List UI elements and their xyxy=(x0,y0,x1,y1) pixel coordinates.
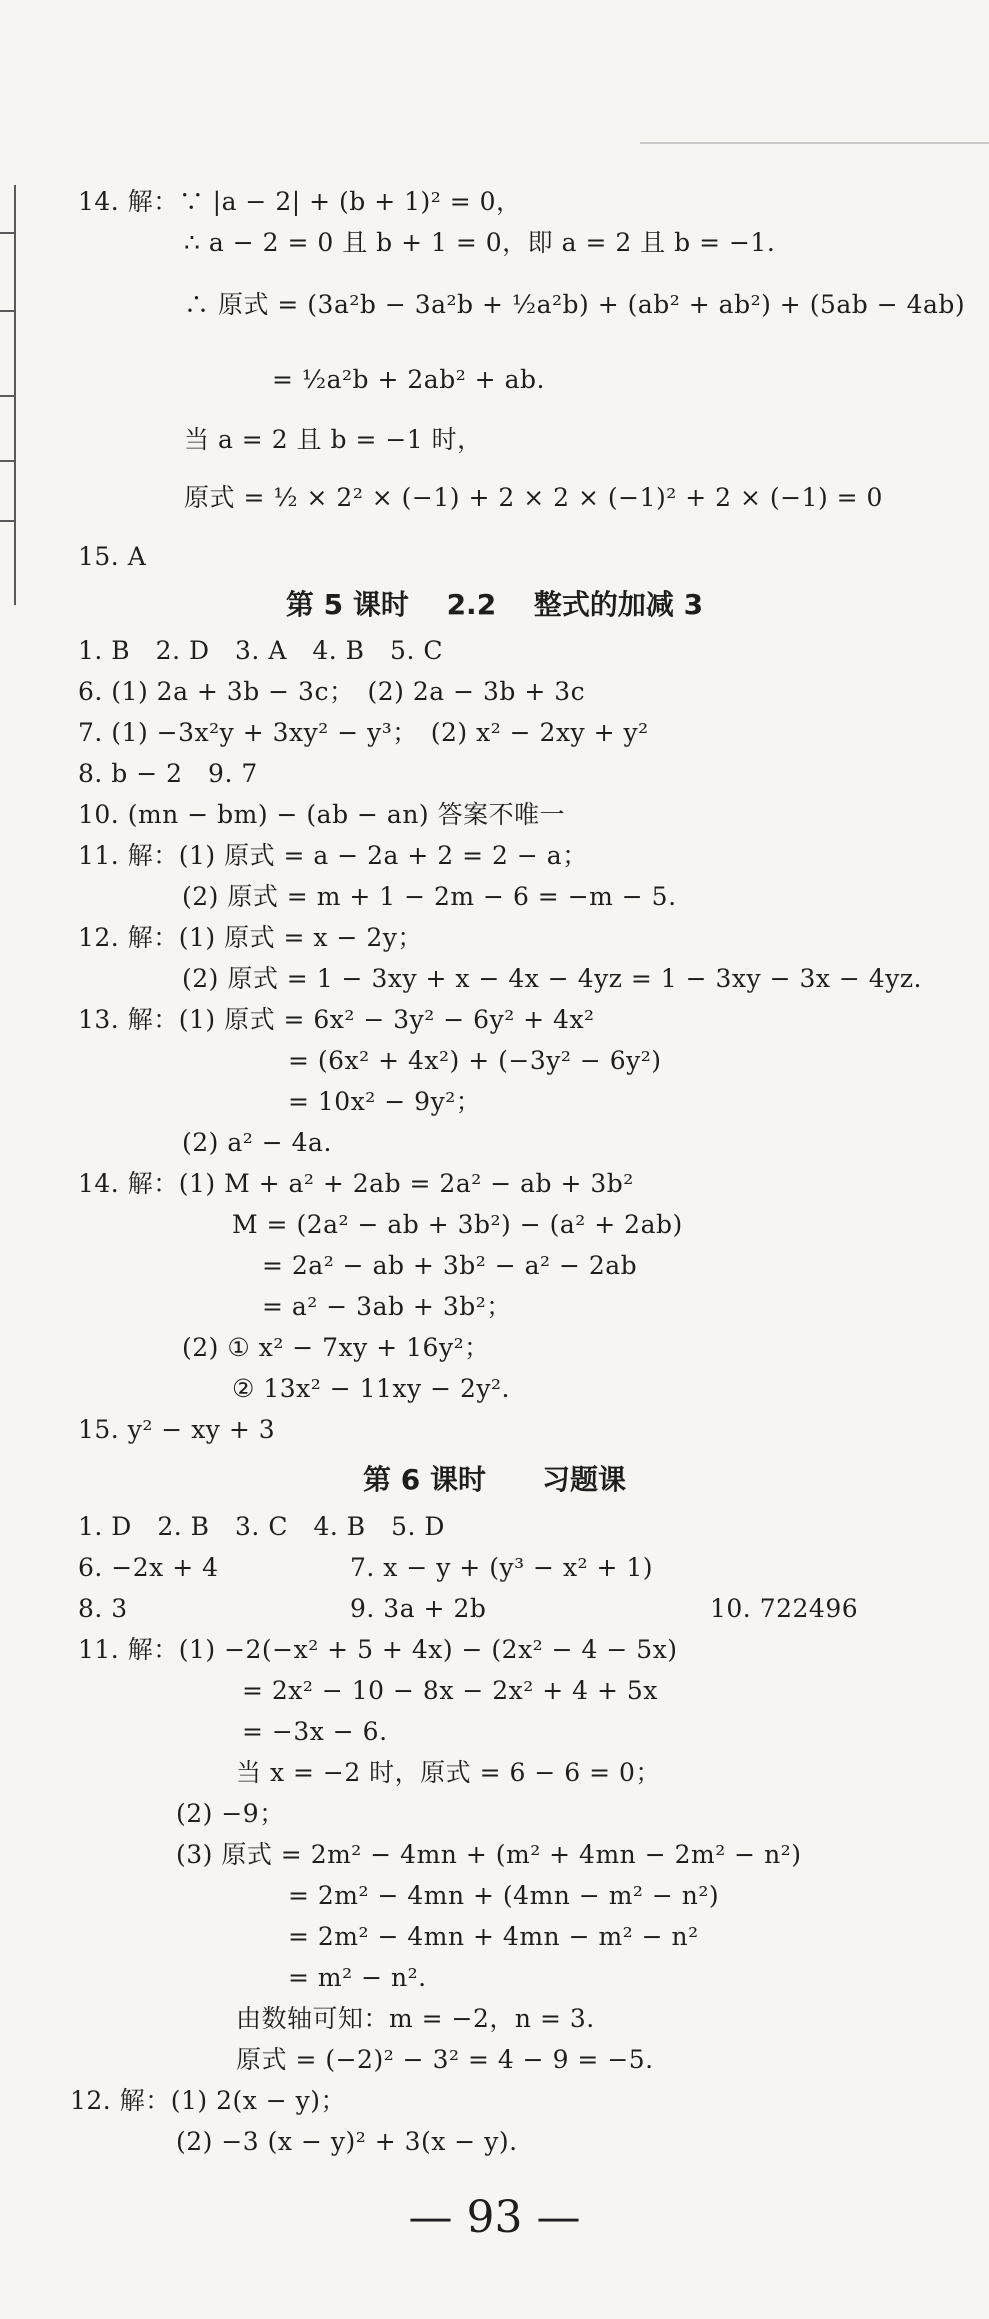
answer-line: 13. 解：(1) 原式 = 6x² − 3y² − 6y² + 4x² xyxy=(78,1005,595,1034)
answer-line: 9. 3a + 2b xyxy=(350,1594,487,1623)
answer-line: 14. 解：(1) M + a² + 2ab = 2a² − ab + 3b² xyxy=(78,1169,634,1198)
answer-line: = 10x² − 9y²； xyxy=(288,1087,482,1116)
answer-line: = a² − 3ab + 3b²； xyxy=(262,1292,512,1321)
answer-line: 11. 解：(1) −2(−x² + 5 + 4x) − (2x² − 4 − 5x) xyxy=(78,1635,678,1664)
answer-line: (2) −3 (x − y)² + 3(x − y). xyxy=(176,2127,518,2156)
answer-line: 12. 解：(1) 原式 = x − 2y； xyxy=(78,923,423,952)
answer-line: 1. D 2. B 3. C 4. B 5. D xyxy=(78,1512,445,1541)
answer-line: = 2x² − 10 − 8x − 2x² + 4 + 5x xyxy=(242,1676,658,1705)
answer-line: 8. 3 xyxy=(78,1594,128,1623)
answer-line: = 2a² − ab + 3b² − a² − 2ab xyxy=(262,1251,638,1280)
answer-line: = 2m² − 4mn + (4mn − m² − n²) xyxy=(288,1881,720,1910)
answer-line: (2) 原式 = m + 1 − 2m − 6 = −m − 5. xyxy=(182,882,677,911)
answer-line: 1. B 2. D 3. A 4. B 5. C xyxy=(78,636,443,665)
answer-line: 6. (1) 2a + 3b − 3c； (2) 2a − 3b + 3c xyxy=(78,677,586,706)
answer-line: 7. (1) −3x²y + 3xy² − y³； (2) x² − 2xy + y² xyxy=(78,718,649,747)
answer-line: 当 a = 2 且 b = −1 时， xyxy=(184,425,483,454)
answer-line: ∴ a − 2 = 0 且 b + 1 = 0，即 a = 2 且 b = −1. xyxy=(184,228,776,257)
answer-line: (2) −9； xyxy=(176,1799,285,1828)
section-heading: 第 6 课时 习题课 xyxy=(363,1463,626,1496)
answer-line: 15. y² − xy + 3 xyxy=(78,1415,276,1444)
page-number: — 93 — xyxy=(408,2192,581,2243)
answer-line: = m² − n². xyxy=(288,1963,427,1992)
answer-line: 11. 解：(1) 原式 = a − 2a + 2 = 2 − a； xyxy=(78,841,588,870)
margin-tick xyxy=(0,460,14,462)
answer-line: ∴ 原式 = (3a²b − 3a²b + ½a²b) + (ab² + ab²) + (5ab − 4ab) xyxy=(184,290,966,319)
answer-line: = ½a²b + 2ab² + ab. xyxy=(272,365,545,394)
answer-line: 当 x = −2 时，原式 = 6 − 6 = 0； xyxy=(236,1758,661,1787)
answer-line: 由数轴可知：m = −2，n = 3. xyxy=(236,2004,595,2033)
answer-line: (2) ① x² − 7xy + 16y²； xyxy=(182,1333,490,1362)
margin-tick xyxy=(0,520,14,522)
answer-line: 14. 解：∵ |a − 2| + (b + 1)² = 0， xyxy=(78,187,522,216)
answer-line: 原式 = ½ × 2² × (−1) + 2 × 2 × (−1)² + 2 × (−1) = 0 xyxy=(184,483,883,512)
margin-tick xyxy=(0,310,14,312)
margin-tick xyxy=(0,395,14,397)
answer-line: = −3x − 6. xyxy=(242,1717,388,1746)
answer-line: 12. 解：(1) 2(x − y)； xyxy=(70,2086,347,2115)
answer-line: (2) a² − 4a. xyxy=(182,1128,332,1157)
answer-line: 10. (mn − bm) − (ab − an) 答案不唯一 xyxy=(78,800,566,829)
answer-line: 6. −2x + 4 xyxy=(78,1553,219,1582)
answer-line: = (6x² + 4x²) + (−3y² − 6y²) xyxy=(288,1046,662,1075)
answer-line: 15. A xyxy=(78,542,147,571)
answer-line: (3) 原式 = 2m² − 4mn + (m² + 4mn − 2m² − n²) xyxy=(176,1840,802,1869)
answer-line: 7. x − y + (y³ − x² + 1) xyxy=(350,1553,654,1582)
section-heading: 第 5 课时 2.2 整式的加减 3 xyxy=(285,588,704,621)
margin-tick xyxy=(0,232,14,234)
answer-line: M = (2a² − ab + 3b²) − (a² + 2ab) xyxy=(232,1210,683,1239)
header-rule xyxy=(640,142,989,144)
answer-line: 8. b − 2 9. 7 xyxy=(78,759,258,788)
answer-line: (2) 原式 = 1 − 3xy + x − 4x − 4yz = 1 − 3xy − 3x − 4yz. xyxy=(182,964,922,993)
answer-line: ② 13x² − 11xy − 2y². xyxy=(232,1374,511,1403)
answer-line: = 2m² − 4mn + 4mn − m² − n² xyxy=(288,1922,699,1951)
answer-line: 10. 722496 xyxy=(710,1594,859,1623)
answer-line: 原式 = (−2)² − 3² = 4 − 9 = −5. xyxy=(236,2045,654,2074)
